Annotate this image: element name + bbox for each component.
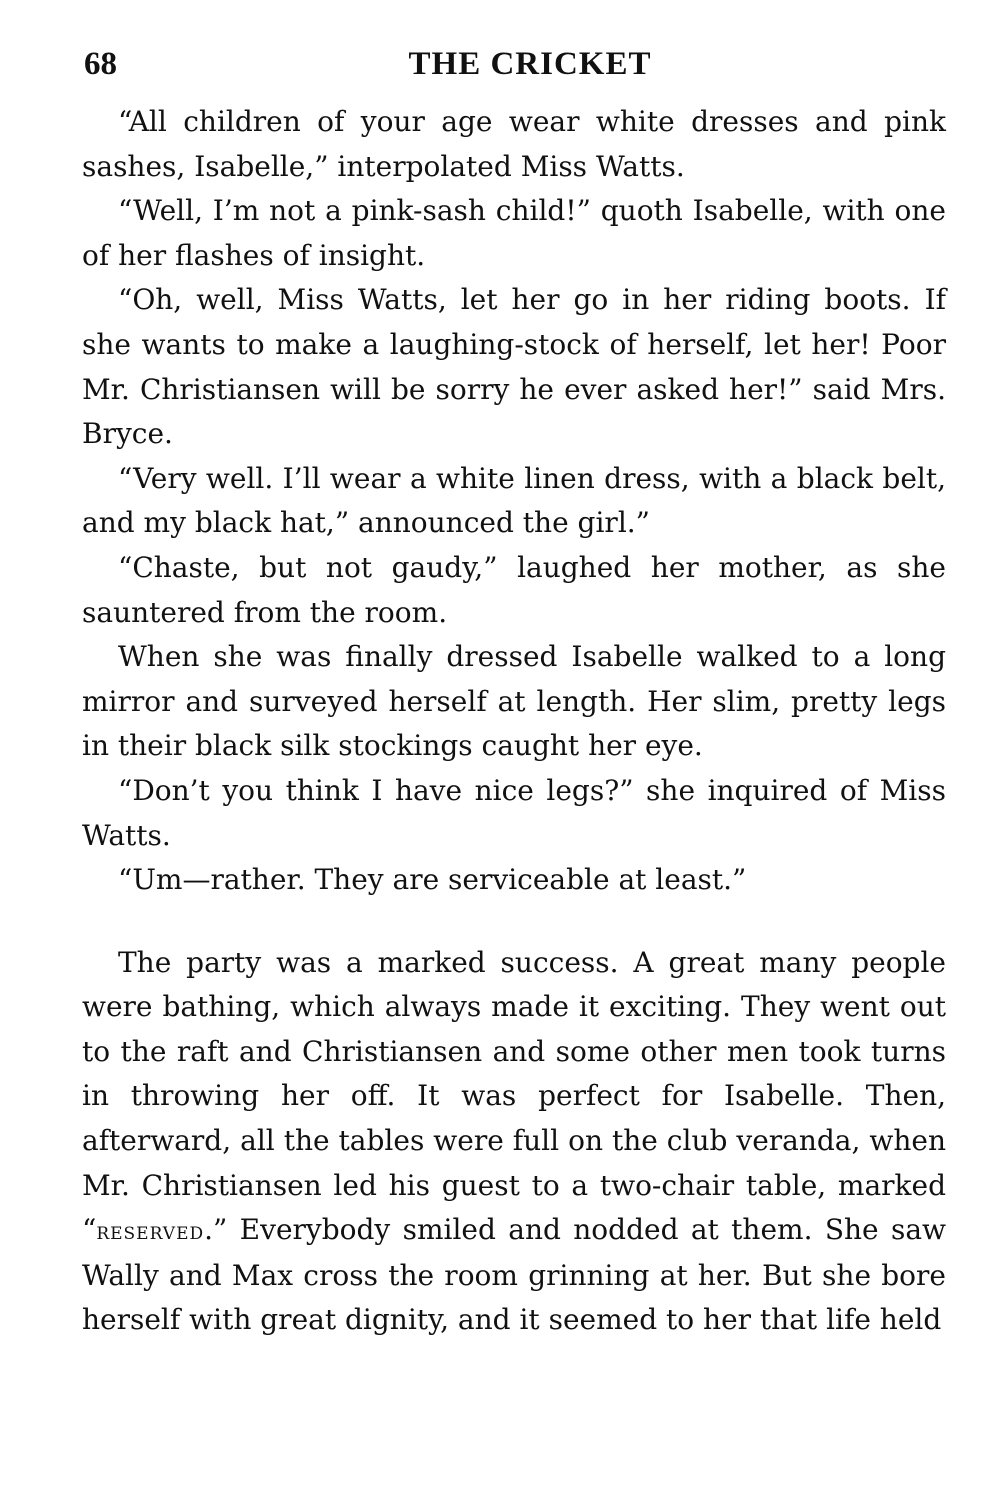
- paragraph: “Chaste, but not gaudy,” laughed her mother, as she sauntered from the room.: [82, 550, 946, 629]
- section-text-part1: The party was a marked success. A great many people were bathing, which always made it exciting. They went out to the raft and Christiansen and some other men took turns in throwing her off. It was perfect for Isabelle. Then, afterward, all the tables were full on the club veranda, when Mr. Christiansen led his guest to a two-chair table, marked “: [82, 945, 946, 1247]
- paragraph: “All children of your age wear white dresses and pink sashes, Isabelle,” interpolated Miss Watts.: [82, 105, 946, 183]
- paragraph: “Don’t you think I have nice legs?” she inquired of Miss Watts.: [82, 773, 946, 852]
- page-header: [84, 42, 946, 86]
- section-paragraph: [82, 941, 946, 1343]
- paragraph: When she was finally dressed Isabelle walked to a long mirror and surveyed herself at length. Her slim, pretty legs in their black silk stockings caught her eye.: [82, 640, 946, 763]
- running-head: THE CRICKET: [408, 46, 652, 82]
- page-number: 68: [84, 46, 117, 82]
- body-text: [82, 100, 946, 1343]
- paragraph: “Um—rather. They are serviceable at least.”: [118, 863, 747, 897]
- section-break: [82, 903, 946, 941]
- section-text-part2: .” Everybody smiled and nodded at them. She saw Wally and Max cross the room grinning at her. But she bore herself with great dignity, and it seemed to her that life held: [82, 1213, 946, 1337]
- paragraph: “Very well. I’ll wear a white linen dress, with a black belt, and my black hat,” announced the girl.”: [82, 461, 946, 540]
- paragraph: “Oh, well, Miss Watts, let her go in her riding boots. If she wants to make a laughing-stock of herself, let her! Poor Mr. Christiansen will be sorry he ever asked her!” said Mrs. Bryce.: [82, 283, 946, 451]
- paragraph: “Well, I’m not a pink-sash child!” quoth Isabelle, with one of her flashes of insight.: [82, 194, 946, 272]
- reserved-sign-text: reserved: [96, 1217, 205, 1246]
